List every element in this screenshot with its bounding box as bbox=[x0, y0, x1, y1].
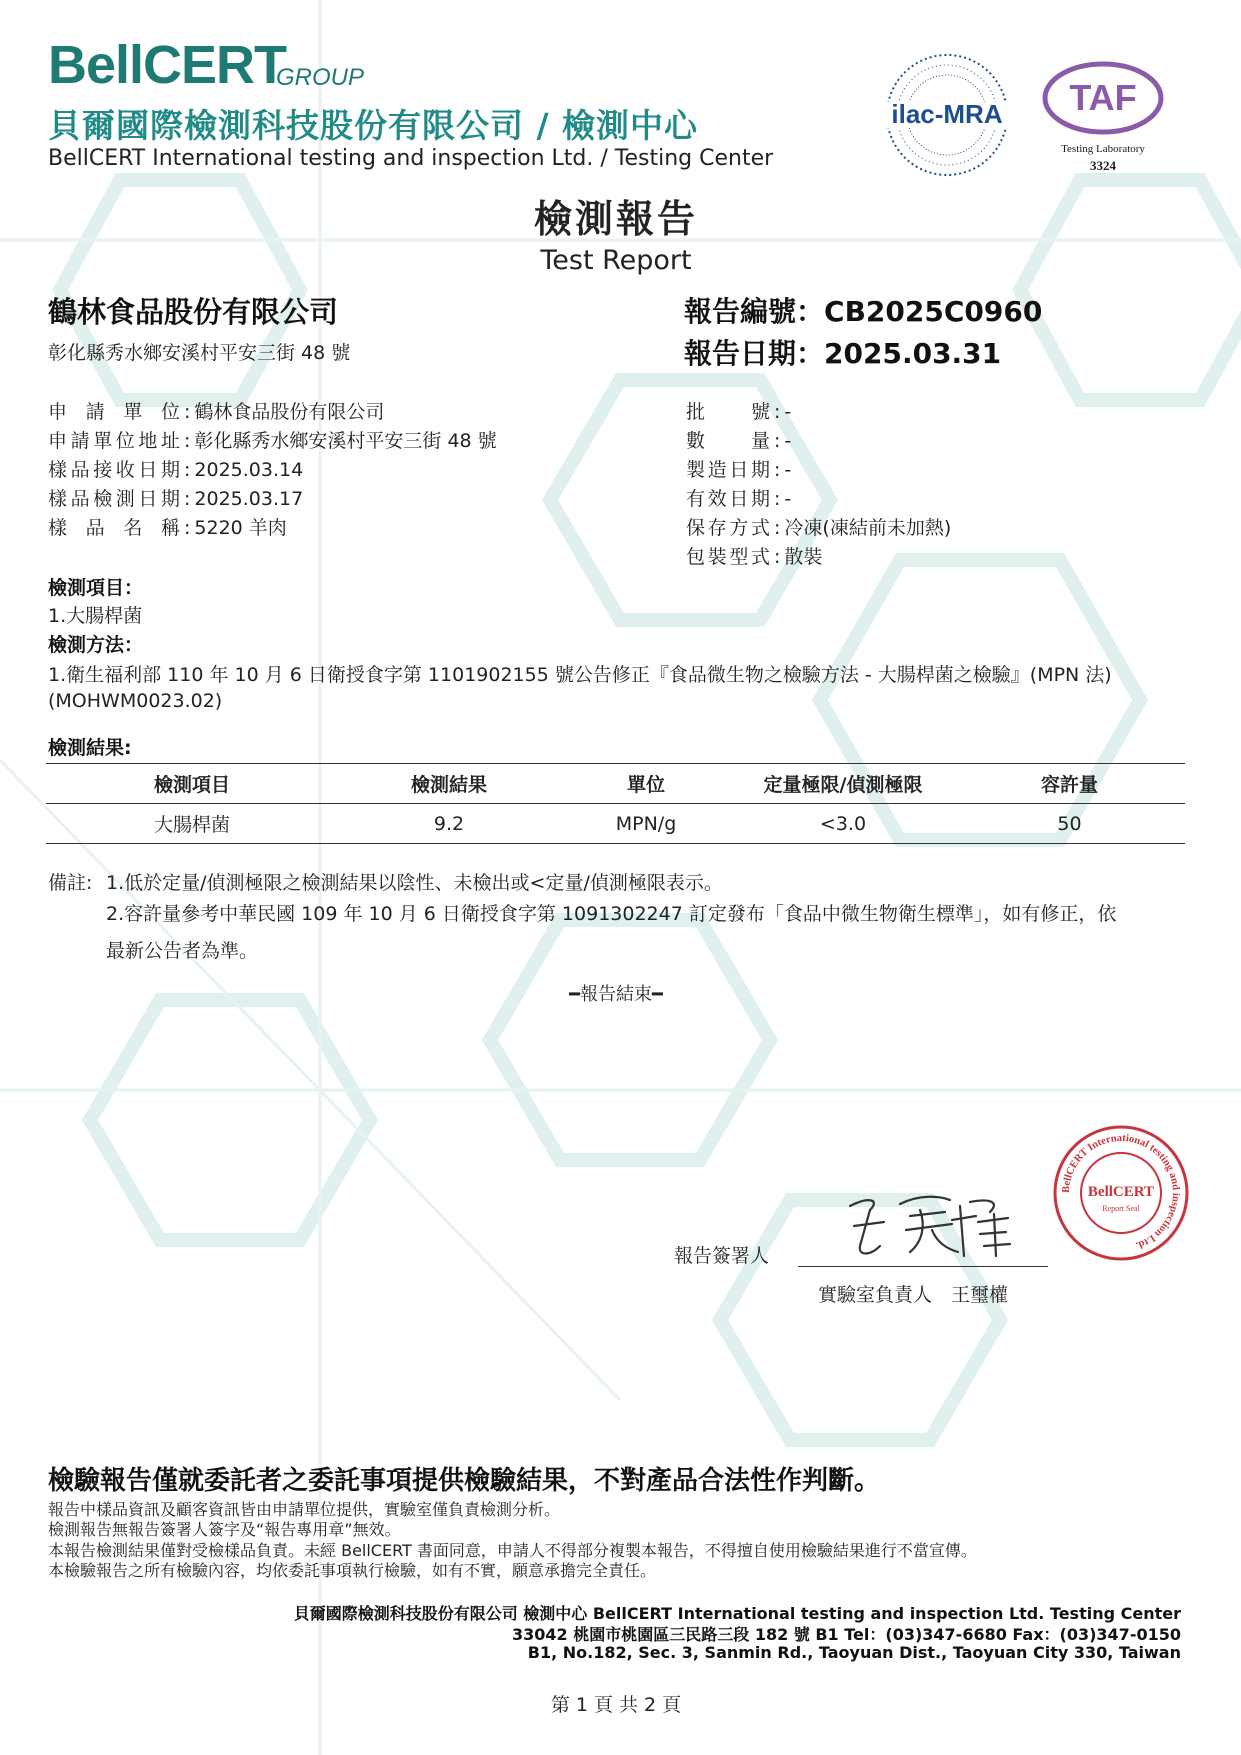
info-applicant: 申請單位 : 鶴林食品股份有限公司 bbox=[48, 397, 384, 424]
info-value: 鶴林食品股份有限公司 bbox=[194, 401, 385, 423]
info-value: 散裝 bbox=[784, 546, 823, 568]
info-value: - bbox=[784, 459, 792, 481]
info-value: 冷凍(凍結前未加熱) bbox=[784, 517, 952, 539]
info-label: 有效日期 bbox=[686, 488, 770, 510]
info-storage: 保存方式 : 冷凍(凍結前未加熱) bbox=[686, 513, 951, 540]
col-header-limit: 定量極限/偵測極限 bbox=[732, 764, 954, 804]
col-header-result: 檢測結果 bbox=[338, 764, 560, 804]
disclaimer-heading: 檢驗報告僅就委託者之委託事項提供檢驗結果，不對產品合法性作判斷。 bbox=[48, 1466, 881, 1496]
info-label: 包裝型式 bbox=[686, 546, 770, 568]
notes-line2a: 2.容許量參考中華民國 109 年 10 月 6 日衛授食字第 1091302247 訂定發布「食品中微生物衛生標準」，如有修正，依 bbox=[106, 903, 1117, 925]
cell-unit: MPN/g bbox=[560, 804, 732, 844]
disclaimer-line: 本報告檢測結果僅對受檢樣品負責。未經 BellCERT 書面同意，申請人不得部分複製本報告，不得擅自使用檢驗結果進行不當宣傳。 bbox=[48, 1541, 977, 1560]
taf-sub-label: Testing Laboratory bbox=[1061, 143, 1145, 155]
cell-limit: <3.0 bbox=[732, 804, 954, 844]
taf-label: TAF bbox=[1069, 77, 1137, 118]
signer-title-name: 實驗室負責人 王璽權 bbox=[818, 1284, 1009, 1306]
test-method-line2: (MOHWM0023.02) bbox=[48, 690, 223, 712]
info-label: 申請單位地址 bbox=[48, 430, 180, 452]
bellcert-logo-group: GROUP bbox=[276, 64, 365, 91]
report-seal-stamp bbox=[1050, 1122, 1192, 1264]
taf-logo bbox=[1038, 58, 1168, 178]
disclaimer-line: 檢測報告無報告簽署人簽字及“報告專用章”無效。 bbox=[48, 1520, 401, 1539]
taf-number: 3324 bbox=[1090, 158, 1116, 173]
info-sample-name: 樣品名稱 : 5220 羊肉 bbox=[48, 513, 287, 540]
report-title-en: Test Report bbox=[540, 245, 692, 276]
info-packaging: 包裝型式 : 散裝 bbox=[686, 542, 822, 569]
test-method-heading: 檢測方法： bbox=[48, 634, 144, 656]
info-value: 2025.03.17 bbox=[194, 488, 304, 510]
info-applicant-address: 申請單位地址 : 彰化縣秀水鄉安溪村平安三街 48 號 bbox=[48, 426, 497, 453]
info-batch: 批號 : - bbox=[686, 397, 791, 424]
test-method-line1: 1.衛生福利部 110 年 10 月 6 日衛授食字第 1101902155 號公告修正『食品微生物之檢驗方法 - 大腸桿菌之檢驗』(MPN 法) bbox=[48, 664, 1112, 686]
ilac-mra-logo bbox=[882, 50, 1012, 180]
page-number: 第 1 頁 共 2 頁 bbox=[550, 1694, 682, 1716]
footer-address-cn: 33042 桃園市桃園區三民路三段 182 號 B1 Tel：(03)347-6680 Fax：(03)347-0150 bbox=[512, 1625, 1181, 1644]
info-value: - bbox=[784, 488, 792, 510]
signer-label: 報告簽署人 bbox=[674, 1245, 770, 1267]
report-number-value: CB2025C0960 bbox=[824, 295, 1043, 328]
info-expiry-date: 有效日期 : - bbox=[686, 484, 791, 511]
seal-sub-text: Report Seal bbox=[1102, 1204, 1140, 1213]
info-receive-date: 樣品接收日期 : 2025.03.14 bbox=[48, 455, 303, 482]
col-header-unit: 單位 bbox=[560, 764, 732, 804]
cell-result: 9.2 bbox=[338, 804, 560, 844]
info-test-date: 樣品檢測日期 : 2025.03.17 bbox=[48, 484, 303, 511]
info-quantity: 數量 : - bbox=[686, 426, 791, 453]
bellcert-logo-text: BellCERT bbox=[48, 35, 287, 95]
report-number bbox=[684, 290, 1042, 330]
results-heading: 檢測結果: bbox=[48, 737, 132, 759]
info-value: - bbox=[784, 401, 792, 423]
footer-address-en: B1, No.182, Sec. 3, Sanmin Rd., Taoyuan Dist., Taoyuan City 330, Taiwan bbox=[527, 1643, 1181, 1662]
results-header-row bbox=[46, 764, 1185, 804]
info-label: 樣品接收日期 bbox=[48, 459, 180, 481]
info-label: 樣品名稱 bbox=[48, 517, 180, 539]
report-end-marker: ━報告結束━ bbox=[569, 984, 663, 1005]
info-label: 樣品檢測日期 bbox=[48, 488, 180, 510]
col-header-item: 檢測項目 bbox=[46, 764, 338, 804]
col-header-tolerance: 容許量 bbox=[954, 764, 1185, 804]
company-name-cn: 貝爾國際檢測科技股份有限公司 / 檢測中心 bbox=[48, 106, 699, 145]
cell-tolerance: 50 bbox=[954, 804, 1185, 844]
report-date-label: 報告日期： bbox=[684, 337, 825, 370]
info-mfg-date: 製造日期 : - bbox=[686, 455, 791, 482]
info-label: 數量 bbox=[686, 430, 770, 452]
company-name-en: BellCERT International testing and inspection Ltd. / Testing Center bbox=[48, 146, 774, 171]
report-number-label: 報告編號： bbox=[684, 295, 825, 328]
info-label: 批號 bbox=[686, 401, 770, 423]
ilac-label: ilac-MRA bbox=[891, 99, 1003, 129]
cell-item: 大腸桿菌 bbox=[46, 804, 338, 844]
disclaimer-line: 本檢驗報告之所有檢驗內容，均依委託事項執行檢驗，如有不實，願意承擔完全責任。 bbox=[48, 1561, 657, 1580]
footer-company: 貝爾國際檢測科技股份有限公司 檢測中心 BellCERT International testing and inspection Ltd. Testing Center bbox=[293, 1604, 1181, 1623]
client-address: 彰化縣秀水鄉安溪村平安三街 48 號 bbox=[48, 342, 351, 364]
info-value: 2025.03.14 bbox=[194, 459, 304, 481]
info-label: 申請單位 bbox=[48, 401, 180, 423]
notes-label: 備註: bbox=[48, 872, 93, 894]
table-row bbox=[46, 804, 1185, 844]
info-value: 5220 羊肉 bbox=[194, 517, 287, 539]
test-items-heading: 檢測項目： bbox=[48, 577, 144, 599]
results-table bbox=[46, 763, 1185, 844]
disclaimer-line: 報告中樣品資訊及顧客資訊皆由申請單位提供，實驗室僅負責檢測分析。 bbox=[48, 1500, 561, 1519]
notes-line1: 1.低於定量/偵測極限之檢測結果以陰性、未檢出或<定量/偵測極限表示。 bbox=[106, 872, 723, 894]
info-value: 彰化縣秀水鄉安溪村平安三街 48 號 bbox=[194, 430, 497, 452]
handwritten-signature bbox=[840, 1186, 1020, 1266]
report-title-cn: 檢測報告 bbox=[533, 197, 698, 241]
notes-line2b: 最新公告者為準。 bbox=[106, 940, 259, 962]
client-name: 鶴林食品股份有限公司 bbox=[48, 295, 339, 329]
seal-center-text: BellCERT bbox=[1087, 1184, 1155, 1200]
report-date bbox=[684, 332, 1001, 372]
seal-ring-text: BellCERT International testing and inspection Ltd. bbox=[1060, 1132, 1182, 1251]
report-date-value: 2025.03.31 bbox=[824, 337, 1002, 370]
test-item: 1.大腸桿菌 bbox=[48, 605, 143, 627]
signature-line bbox=[798, 1266, 1048, 1267]
info-label: 保存方式 bbox=[686, 517, 770, 539]
info-label: 製造日期 bbox=[686, 459, 770, 481]
info-value: - bbox=[784, 430, 792, 452]
